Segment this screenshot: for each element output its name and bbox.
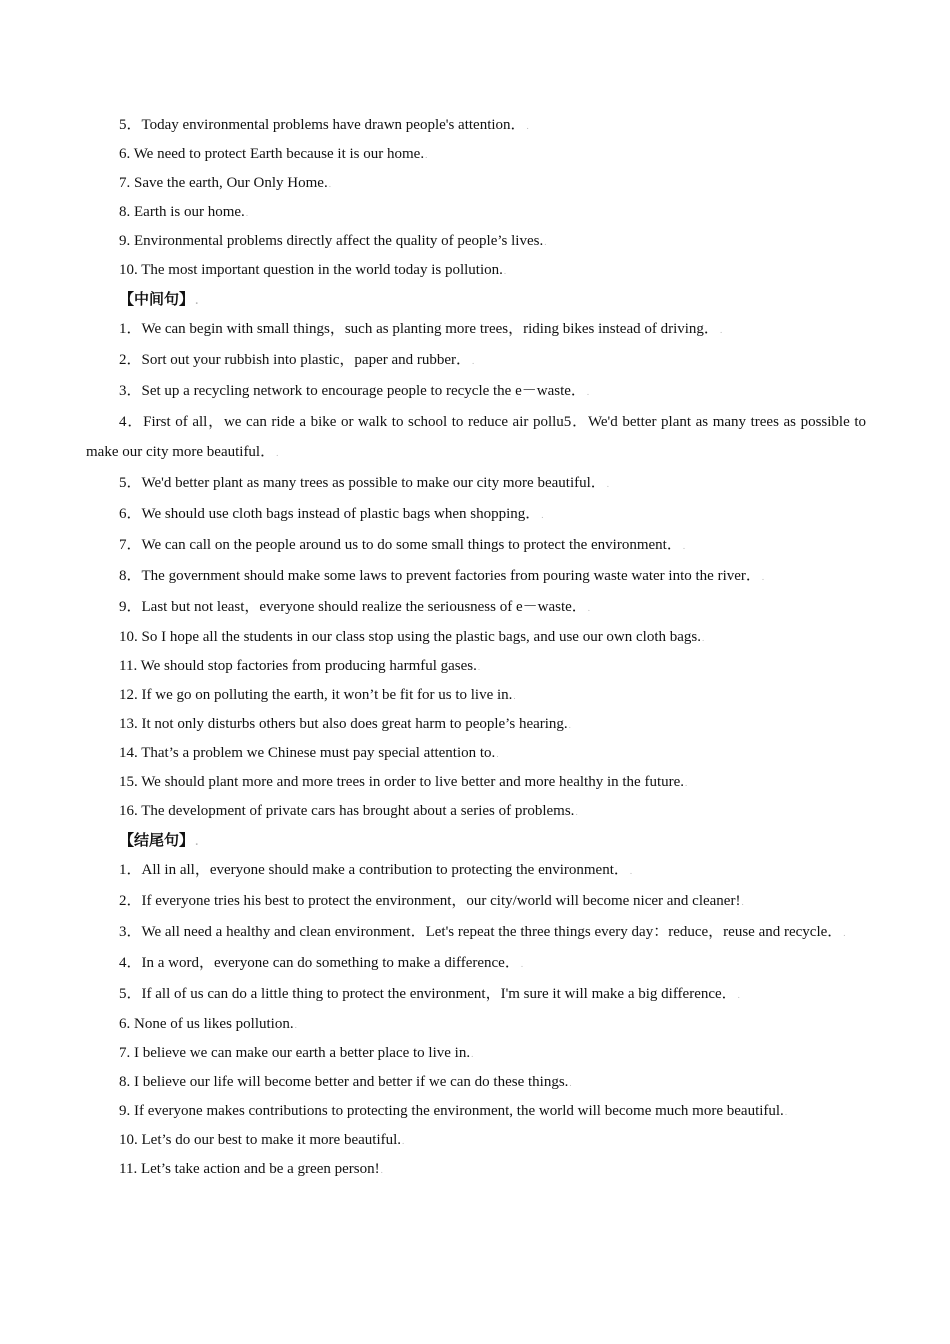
middle-sentence: 4．First of all，we can ride a bike or walk to school to reduce air pollu5．We'd better plant as many trees as possible to make our city more beautiful．. xyxy=(86,414,866,460)
ending-sentence: 7. I believe we can make our earth a better place to live in.. xyxy=(119,1045,474,1061)
middle-sentence: 3．Set up a recycling network to encourage people to recycle the e－waste．. xyxy=(119,383,590,399)
ending-sentence: 3．We all need a healthy and clean environment．Let's repeat the three things every day：reduce，reuse and recycle．. xyxy=(119,924,846,940)
middle-sentence: 10. So I hope all the students in our class stop using the plastic bags, and use our own cloth bags.. xyxy=(119,629,705,645)
opening-sentence: 9. Environmental problems directly affect the quality of people’s lives.. xyxy=(119,233,547,249)
ending-sentence: 4．In a word，everyone can do something to make a difference．. xyxy=(119,955,524,971)
ending-sentence: 9. If everyone makes contributions to protecting the environment, the world will become much more beautiful.. xyxy=(119,1103,788,1119)
middle-sentence: 8．The government should make some laws to prevent factories from pouring waste water into the river．. xyxy=(119,568,765,584)
middle-sentence: 9．Last but not least，everyone should realize the seriousness of e－waste．. xyxy=(119,599,591,615)
section-heading-ending: 【结尾句】. xyxy=(119,831,199,849)
document-content xyxy=(86,111,866,1184)
middle-sentence: 5．We'd better plant as many trees as possible to make our city more beautiful．. xyxy=(119,475,610,491)
ending-sentence: 8. I believe our life will become better and better if we can do these things.. xyxy=(119,1074,572,1090)
middle-sentence: 16. The development of private cars has brought about a series of problems.. xyxy=(119,803,578,819)
middle-sentence: 7．We can call on the people around us to do some small things to protect the environment．. xyxy=(119,537,686,553)
opening-sentence: 8. Earth is our home.. xyxy=(119,204,249,220)
ending-sentence: 5．If all of us can do a little thing to protect the environment，I'm sure it will make a big difference．. xyxy=(119,986,740,1002)
middle-sentence: 12. If we go on polluting the earth, it won’t be fit for us to live in.. xyxy=(119,687,516,703)
opening-sentence: 6. We need to protect Earth because it is our home.. xyxy=(119,146,428,162)
ending-sentence: 10. Let’s do our best to make it more beautiful.. xyxy=(119,1132,405,1148)
section-heading-middle: 【中间句】. xyxy=(119,290,199,308)
middle-sentence: 6．We should use cloth bags instead of plastic bags when shopping．. xyxy=(119,506,544,522)
opening-sentence: 7. Save the earth, Our Only Home.. xyxy=(119,175,331,191)
opening-sentence: 10. The most important question in the world today is pollution.. xyxy=(119,262,507,278)
middle-sentence: 11. We should stop factories from producing harmful gases.. xyxy=(119,658,481,674)
middle-sentence: 1．We can begin with small things，such as planting more trees，riding bikes instead of driving．. xyxy=(119,321,723,337)
middle-sentence: 15. We should plant more and more trees in order to live better and more healthy in the future.. xyxy=(119,774,688,790)
ending-sentence: 6. None of us likes pollution.. xyxy=(119,1016,297,1032)
ending-sentence: 11. Let’s take action and be a green person!. xyxy=(119,1161,383,1177)
middle-sentence: 2．Sort out your rubbish into plastic，paper and rubber．. xyxy=(119,352,475,368)
opening-sentence: 5．Today environmental problems have drawn people's attention．. xyxy=(119,117,529,133)
middle-sentence: 13. It not only disturbs others but also does great harm to people’s hearing.. xyxy=(119,716,571,732)
middle-sentence: 14. That’s a problem we Chinese must pay special attention to.. xyxy=(119,745,499,761)
ending-sentence: 2．If everyone tries his best to protect the environment，our city/world will become nicer and cleaner!. xyxy=(119,893,744,909)
ending-sentence: 1．All in all，everyone should make a contribution to protecting the environment．. xyxy=(119,862,633,878)
